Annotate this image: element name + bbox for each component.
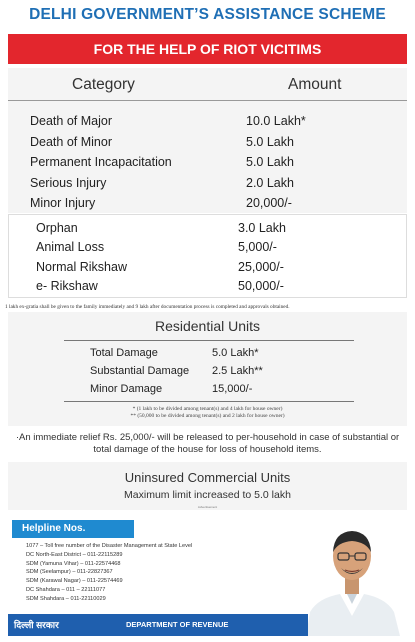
row-category: e- Rikshaw <box>36 279 98 293</box>
header-amount: Amount <box>288 76 342 93</box>
helpline-list <box>26 542 192 604</box>
residential-title: Residential Units <box>154 318 261 334</box>
row-category: Animal Loss <box>36 240 105 254</box>
red-banner: FOR THE HELP OF RIOT VICITIMS <box>8 34 407 64</box>
helpline-line: SDM (Yamuna Vihar) – 011-22574468 <box>26 560 121 567</box>
row-category: Substantial Damage <box>90 365 190 377</box>
row-category: Minor Damage <box>90 383 163 395</box>
divider <box>64 401 354 402</box>
row-amount: 25,000/- <box>238 260 284 274</box>
row-category: Death of Minor <box>30 135 112 149</box>
row-amount: 5.0 Lakh <box>246 155 294 169</box>
row-amount: 5.0 Lakh <box>246 135 294 149</box>
helpline-line: 1077 – Toll free number of the Disaster Management at State Level <box>26 543 193 549</box>
row-category: Death of Major <box>30 114 112 128</box>
row-amount: 5.0 Lakh* <box>212 347 259 359</box>
divider <box>64 340 354 341</box>
row-category: Serious Injury <box>30 176 107 190</box>
row-amount: 20,000/- <box>246 196 292 210</box>
department-label: DEPARTMENT OF REVENUE <box>126 620 229 629</box>
residential-note: ** (50,000 to be divided among tenant(s) and 2 lakh for house owner) <box>130 413 285 419</box>
commercial-subtitle: Maximum limit increased to 5.0 lakh <box>124 489 291 501</box>
row-category: Total Damage <box>90 347 158 359</box>
tiny-label: Advertisement <box>197 505 218 509</box>
commercial-title: Uninsured Commercial Units <box>124 470 291 485</box>
row-category: Normal Rikshaw <box>36 260 127 274</box>
helpline-line: DC Shahdara – 011 – 22111077 <box>26 586 106 593</box>
exgratia-note: 1 lakh ex-gratia shall be given to the family immediately and 9 lakh after documentation process is completed and approvals obtained. <box>5 304 290 310</box>
row-amount: 5,000/- <box>238 240 277 254</box>
relief-note: ·An immediate relief Rs. 25,000/- will be released to per-household in case of substantial or total damage of the house for loss of household items. <box>15 432 400 455</box>
person-portrait-icon <box>296 512 407 636</box>
table-header <box>8 72 407 101</box>
header-category: Category <box>72 76 135 93</box>
helpline-line: SDM Shahdara – 011-22110029 <box>26 595 106 602</box>
row-category: Minor Injury <box>30 196 96 210</box>
page-title: DELHI GOVERNMENT’S ASSISTANCE SCHEME <box>29 6 386 23</box>
row-category: Orphan <box>36 221 78 235</box>
row-amount: 10.0 Lakh* <box>246 114 306 128</box>
row-amount: 3.0 Lakh <box>238 221 286 235</box>
residential-note: * (1 lakh to be divided among tenant(s) and 4 lakh for house owner) <box>132 406 283 412</box>
helpline-line: SDM (Karawal Nagar) – 011-22574469 <box>26 578 123 585</box>
row-amount: 15,000/- <box>212 383 253 395</box>
row-amount: 2.0 Lakh <box>246 176 294 190</box>
delhi-sarkar-logo: दिल्ली सरकार <box>14 620 59 630</box>
helpline-line: SDM (Seelampur) – 011-22827367 <box>26 569 113 576</box>
row-amount: 2.5 Lakh** <box>212 365 263 377</box>
row-amount: 50,000/- <box>238 279 284 293</box>
row-category: Permanent Incapacitation <box>30 155 172 169</box>
helpline-label: Helpline Nos. <box>12 520 134 538</box>
helpline-line: DC North-East District – 011-22115289 <box>26 551 123 558</box>
